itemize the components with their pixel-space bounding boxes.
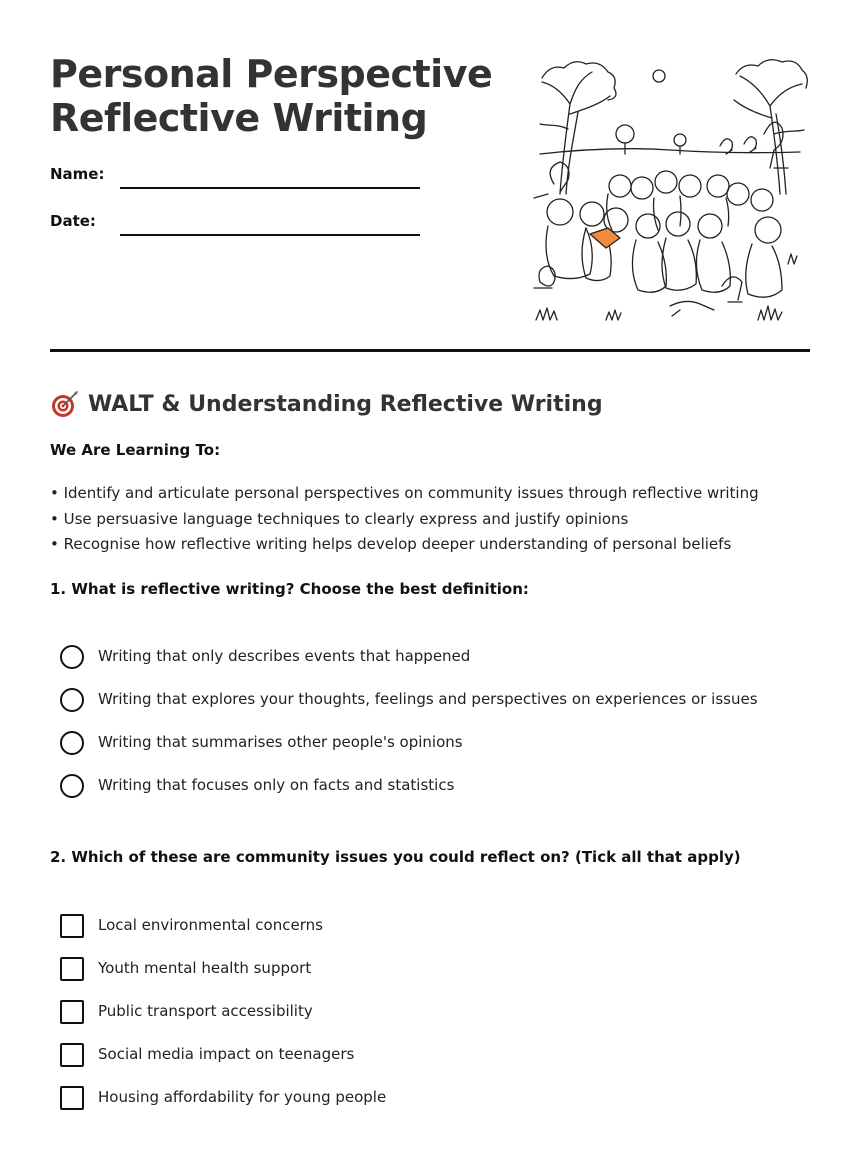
question-1-option[interactable] bbox=[60, 730, 800, 773]
worksheet-header bbox=[50, 52, 810, 332]
header-divider bbox=[50, 349, 810, 352]
question-1-options bbox=[60, 644, 800, 816]
walt-label: We Are Learning To: bbox=[50, 441, 221, 459]
radio-button[interactable] bbox=[60, 688, 84, 712]
option-label: Youth mental health support bbox=[98, 959, 312, 977]
target-icon bbox=[50, 389, 80, 419]
name-label: Name: bbox=[50, 165, 105, 183]
section-title-text: WALT & Understanding Reflective Writing bbox=[88, 391, 603, 417]
question-1-option[interactable] bbox=[60, 773, 800, 816]
worksheet-page bbox=[50, 0, 810, 1161]
radio-button[interactable] bbox=[60, 731, 84, 755]
option-label: Writing that only describes events that happened bbox=[98, 647, 471, 665]
question-2-options bbox=[60, 913, 800, 1128]
checkbox[interactable] bbox=[60, 957, 84, 981]
checkbox[interactable] bbox=[60, 914, 84, 938]
question-2-option[interactable] bbox=[60, 913, 800, 956]
question-1-option[interactable] bbox=[60, 687, 800, 730]
question-2-option[interactable] bbox=[60, 1042, 800, 1085]
question-2-option[interactable] bbox=[60, 956, 800, 999]
radio-button[interactable] bbox=[60, 645, 84, 669]
name-field[interactable] bbox=[50, 162, 430, 192]
title-line-2: Reflective Writing bbox=[50, 96, 428, 140]
option-label: Housing affordability for young people bbox=[98, 1088, 387, 1106]
option-label: Social media impact on teenagers bbox=[98, 1045, 355, 1063]
radio-button[interactable] bbox=[60, 774, 84, 798]
list-item: • Identify and articulate personal perspectives on community issues through reflective writing bbox=[50, 484, 759, 502]
question-2-option[interactable] bbox=[60, 999, 800, 1042]
children-sitting-in-park-illustration bbox=[530, 54, 810, 326]
date-input-line[interactable] bbox=[120, 234, 420, 236]
title-line-1: Personal Perspective bbox=[50, 52, 493, 96]
option-label: Writing that summarises other people's opinions bbox=[98, 733, 463, 751]
option-label: Writing that explores your thoughts, feelings and perspectives on experiences or issues bbox=[98, 690, 758, 708]
learning-objectives-list bbox=[50, 481, 810, 558]
date-field[interactable] bbox=[50, 209, 430, 239]
name-input-line[interactable] bbox=[120, 187, 420, 189]
checkbox[interactable] bbox=[60, 1043, 84, 1067]
option-label: Writing that focuses only on facts and statistics bbox=[98, 776, 455, 794]
page-title bbox=[50, 52, 510, 140]
question-2-text: 2. Which of these are community issues you could reflect on? (Tick all that apply) bbox=[50, 848, 741, 866]
question-1-text: 1. What is reflective writing? Choose the best definition: bbox=[50, 580, 529, 598]
question-2-option[interactable] bbox=[60, 1085, 800, 1128]
question-1-option[interactable] bbox=[60, 644, 800, 687]
list-item: • Use persuasive language techniques to clearly express and justify opinions bbox=[50, 509, 629, 528]
checkbox[interactable] bbox=[60, 1086, 84, 1110]
option-label: Local environmental concerns bbox=[98, 916, 323, 934]
date-label: Date: bbox=[50, 212, 96, 230]
checkbox[interactable] bbox=[60, 1000, 84, 1024]
list-item: • Recognise how reflective writing helps develop deeper understanding of personal beliefs bbox=[50, 535, 732, 553]
section-title bbox=[50, 388, 603, 420]
option-label: Public transport accessibility bbox=[98, 1002, 313, 1020]
